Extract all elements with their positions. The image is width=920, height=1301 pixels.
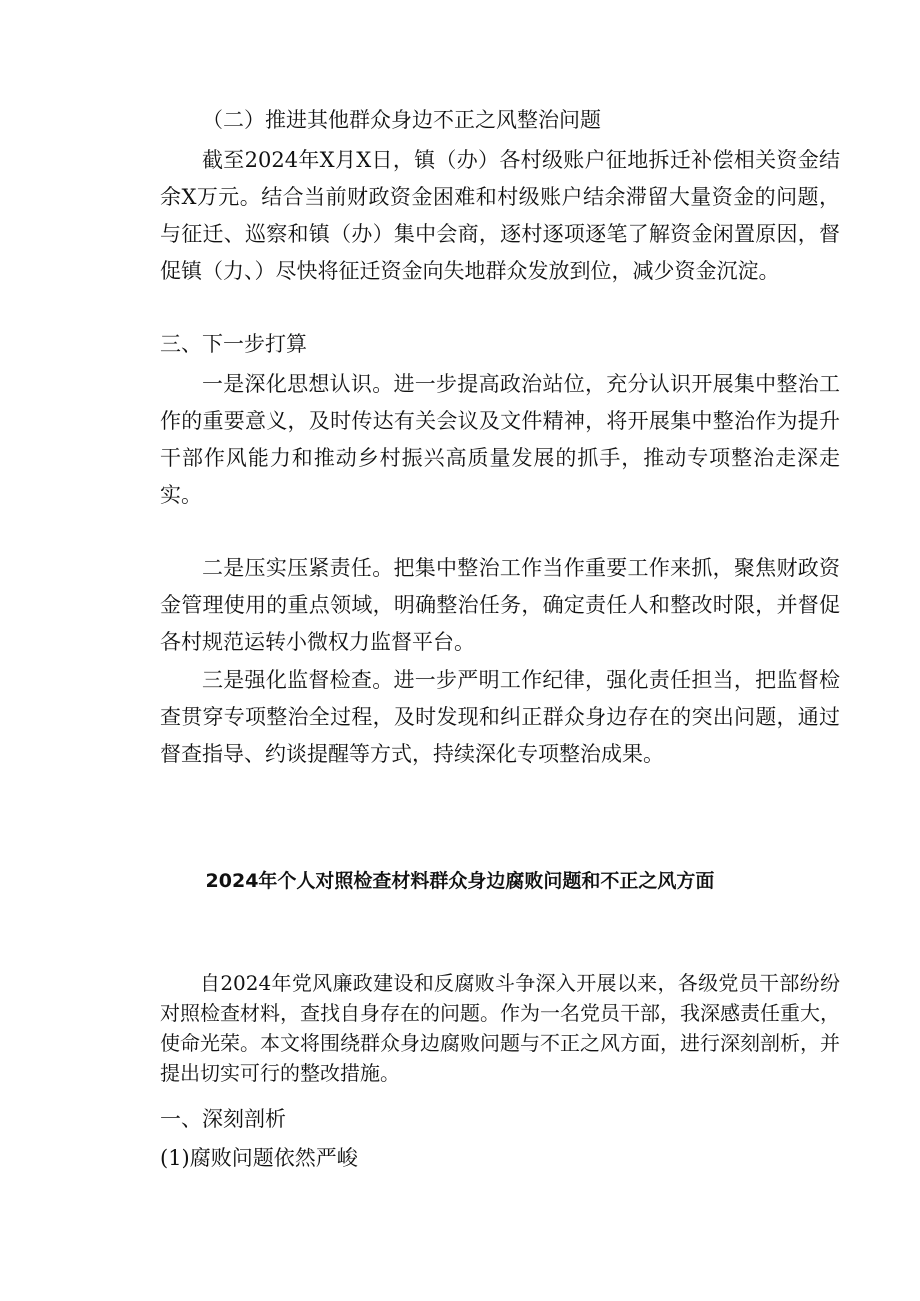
paragraph-item-2: 二是压实压紧责任。把集中整治工作当作重要工作来抓，聚焦财政资金管理使用的重点领域，明确整治任务，确定责任人和整改时限，并督促各村规范运转小微权力监督平台。 — [160, 556, 840, 654]
subheading-corruption-severe: (1)腐败问题依然严峻 — [160, 1146, 358, 1170]
paragraph-compensation-funds: 截至2024年X月X日，镇（办）各村级账户征地拆迁补偿相关资金结余X万元。结合当前财政资金困难和村级账户结余滞留大量资金的问题，与征迁、巡察和镇（办）集中会商，逐村逐项逐笔了解资金闲置原因，督促镇（力、）尽快将征迁资金向失地群众发放到位，减少资金沉淀。 — [160, 148, 840, 283]
subheading-other-issues: （二）推进其他群众身边不正之风整治问题 — [202, 108, 601, 132]
paragraph-intro: 自2024年党风廉政建设和反腐败斗争深入开展以来，各级党员干部纷纷对照检查材料，查找自身存在的问题。作为一名党员干部，我深感责任重大，使命光荣。本文将围绕群众身边腐败问题与不正之风方面，进行深刻剖析，并提出切实可行的整改措施。 — [160, 971, 840, 1085]
paragraph-item-3: 三是强化监督检查。进一步严明工作纪律，强化责任担当，把监督检查贯穿专项整治全过程，及时发现和纠正群众身边存在的突出问题，通过督查指导、约谈提醒等方式，持续深化专项整治成果。 — [160, 668, 840, 766]
heading-analysis: 一、深刻剖析 — [160, 1107, 286, 1131]
heading-next-steps: 三、下一步打算 — [160, 332, 307, 356]
paragraph-item-1: 一是深化思想认识。进一步提高政治站位，充分认识开展集中整治工作的重要意义，及时传达有关会议及文件精神，将开展集中整治作为提升干部作风能力和推动乡村振兴高质量发展的抓手，推动专项整治走深走实。 — [160, 372, 840, 507]
document-title: 2024年个人对照检查材料群众身边腐败问题和不正之风方面 — [205, 870, 715, 892]
